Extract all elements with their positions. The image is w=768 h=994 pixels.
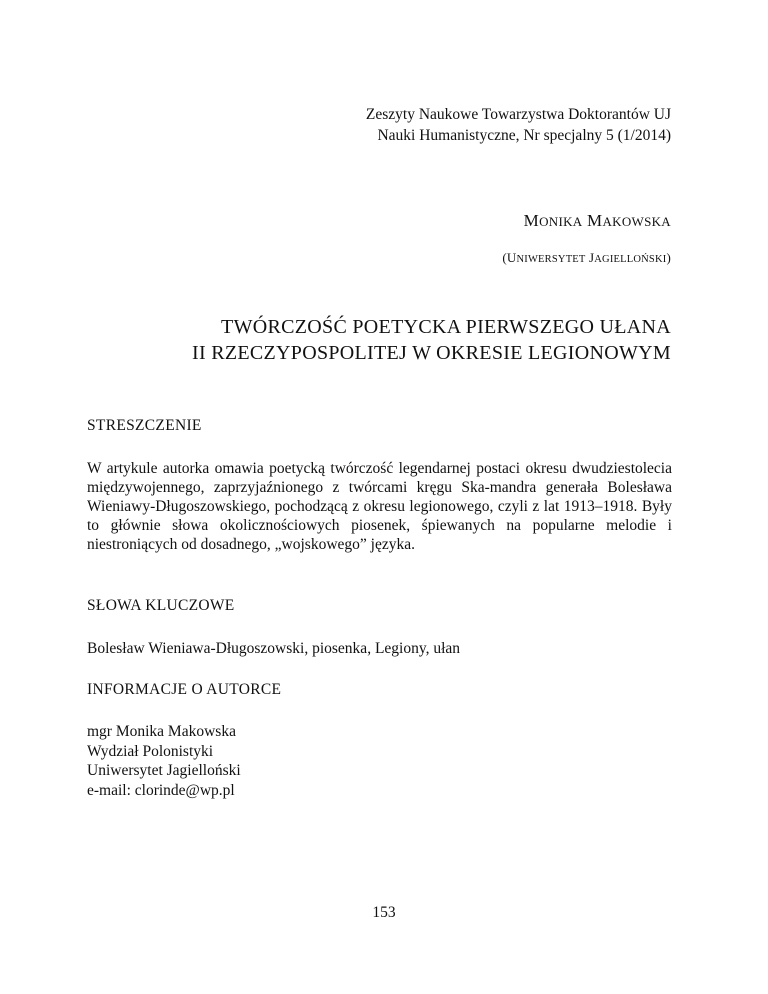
journal-issue: Nauki Humanistyczne, Nr specjalny 5 (1/2014) [377,127,671,144]
author-faculty: Wydział Polonistyki [87,742,214,760]
author-info-heading: INFORMACJE O AUTORCE [87,681,282,698]
journal-header [366,104,671,146]
author-university: Uniwersytet Jagielloński [87,762,241,779]
title-line-2: II RZECZYPOSPOLITEJ W OKRESIE LEGIONOWYM [191,342,671,364]
abstract-text: W artykule autorka omawia poetycką twórczość legendarnej postaci okresu dwudziestolecia międzywojennego, zaprzyjaźnionego z twórcami kręgu Ska-mandra generała Bolesława Wieniawy-Długoszowskiego, pochodzącą z okresu legionowego, czyli z lat 1913–1918. Były to głównie słowa okolicznościowych piosenek, śpiewanych na popularne melodie i niestroniących od dosadnego, „wojskowego” języka. [87,460,672,553]
page-number: 153 [372,904,396,921]
keywords-text: Bolesław Wieniawa-Długoszowski, piosenka, Legiony, ułan [87,640,461,657]
keywords-heading: SŁOWA KLUCZOWE [87,597,235,614]
journal-name: Zeszyty Naukowe Towarzystwa Doktorantów UJ [365,106,671,123]
author-affiliation: (UNIWERSYTET JAGIELLOŃSKI) [502,250,671,265]
abstract-heading: STRESZCZENIE [87,417,202,434]
author-email: e-mail: clorinde@wp.pl [87,781,235,799]
author-info [87,722,241,800]
title-line-1: TWÓRCZOŚĆ POETYCKA PIERWSZEGO UŁANA [221,316,671,338]
author-name: MONIKA MAKOWSKA [523,211,671,230]
article-title [192,314,671,366]
author-degree-name: mgr Monika Makowska [87,723,236,740]
